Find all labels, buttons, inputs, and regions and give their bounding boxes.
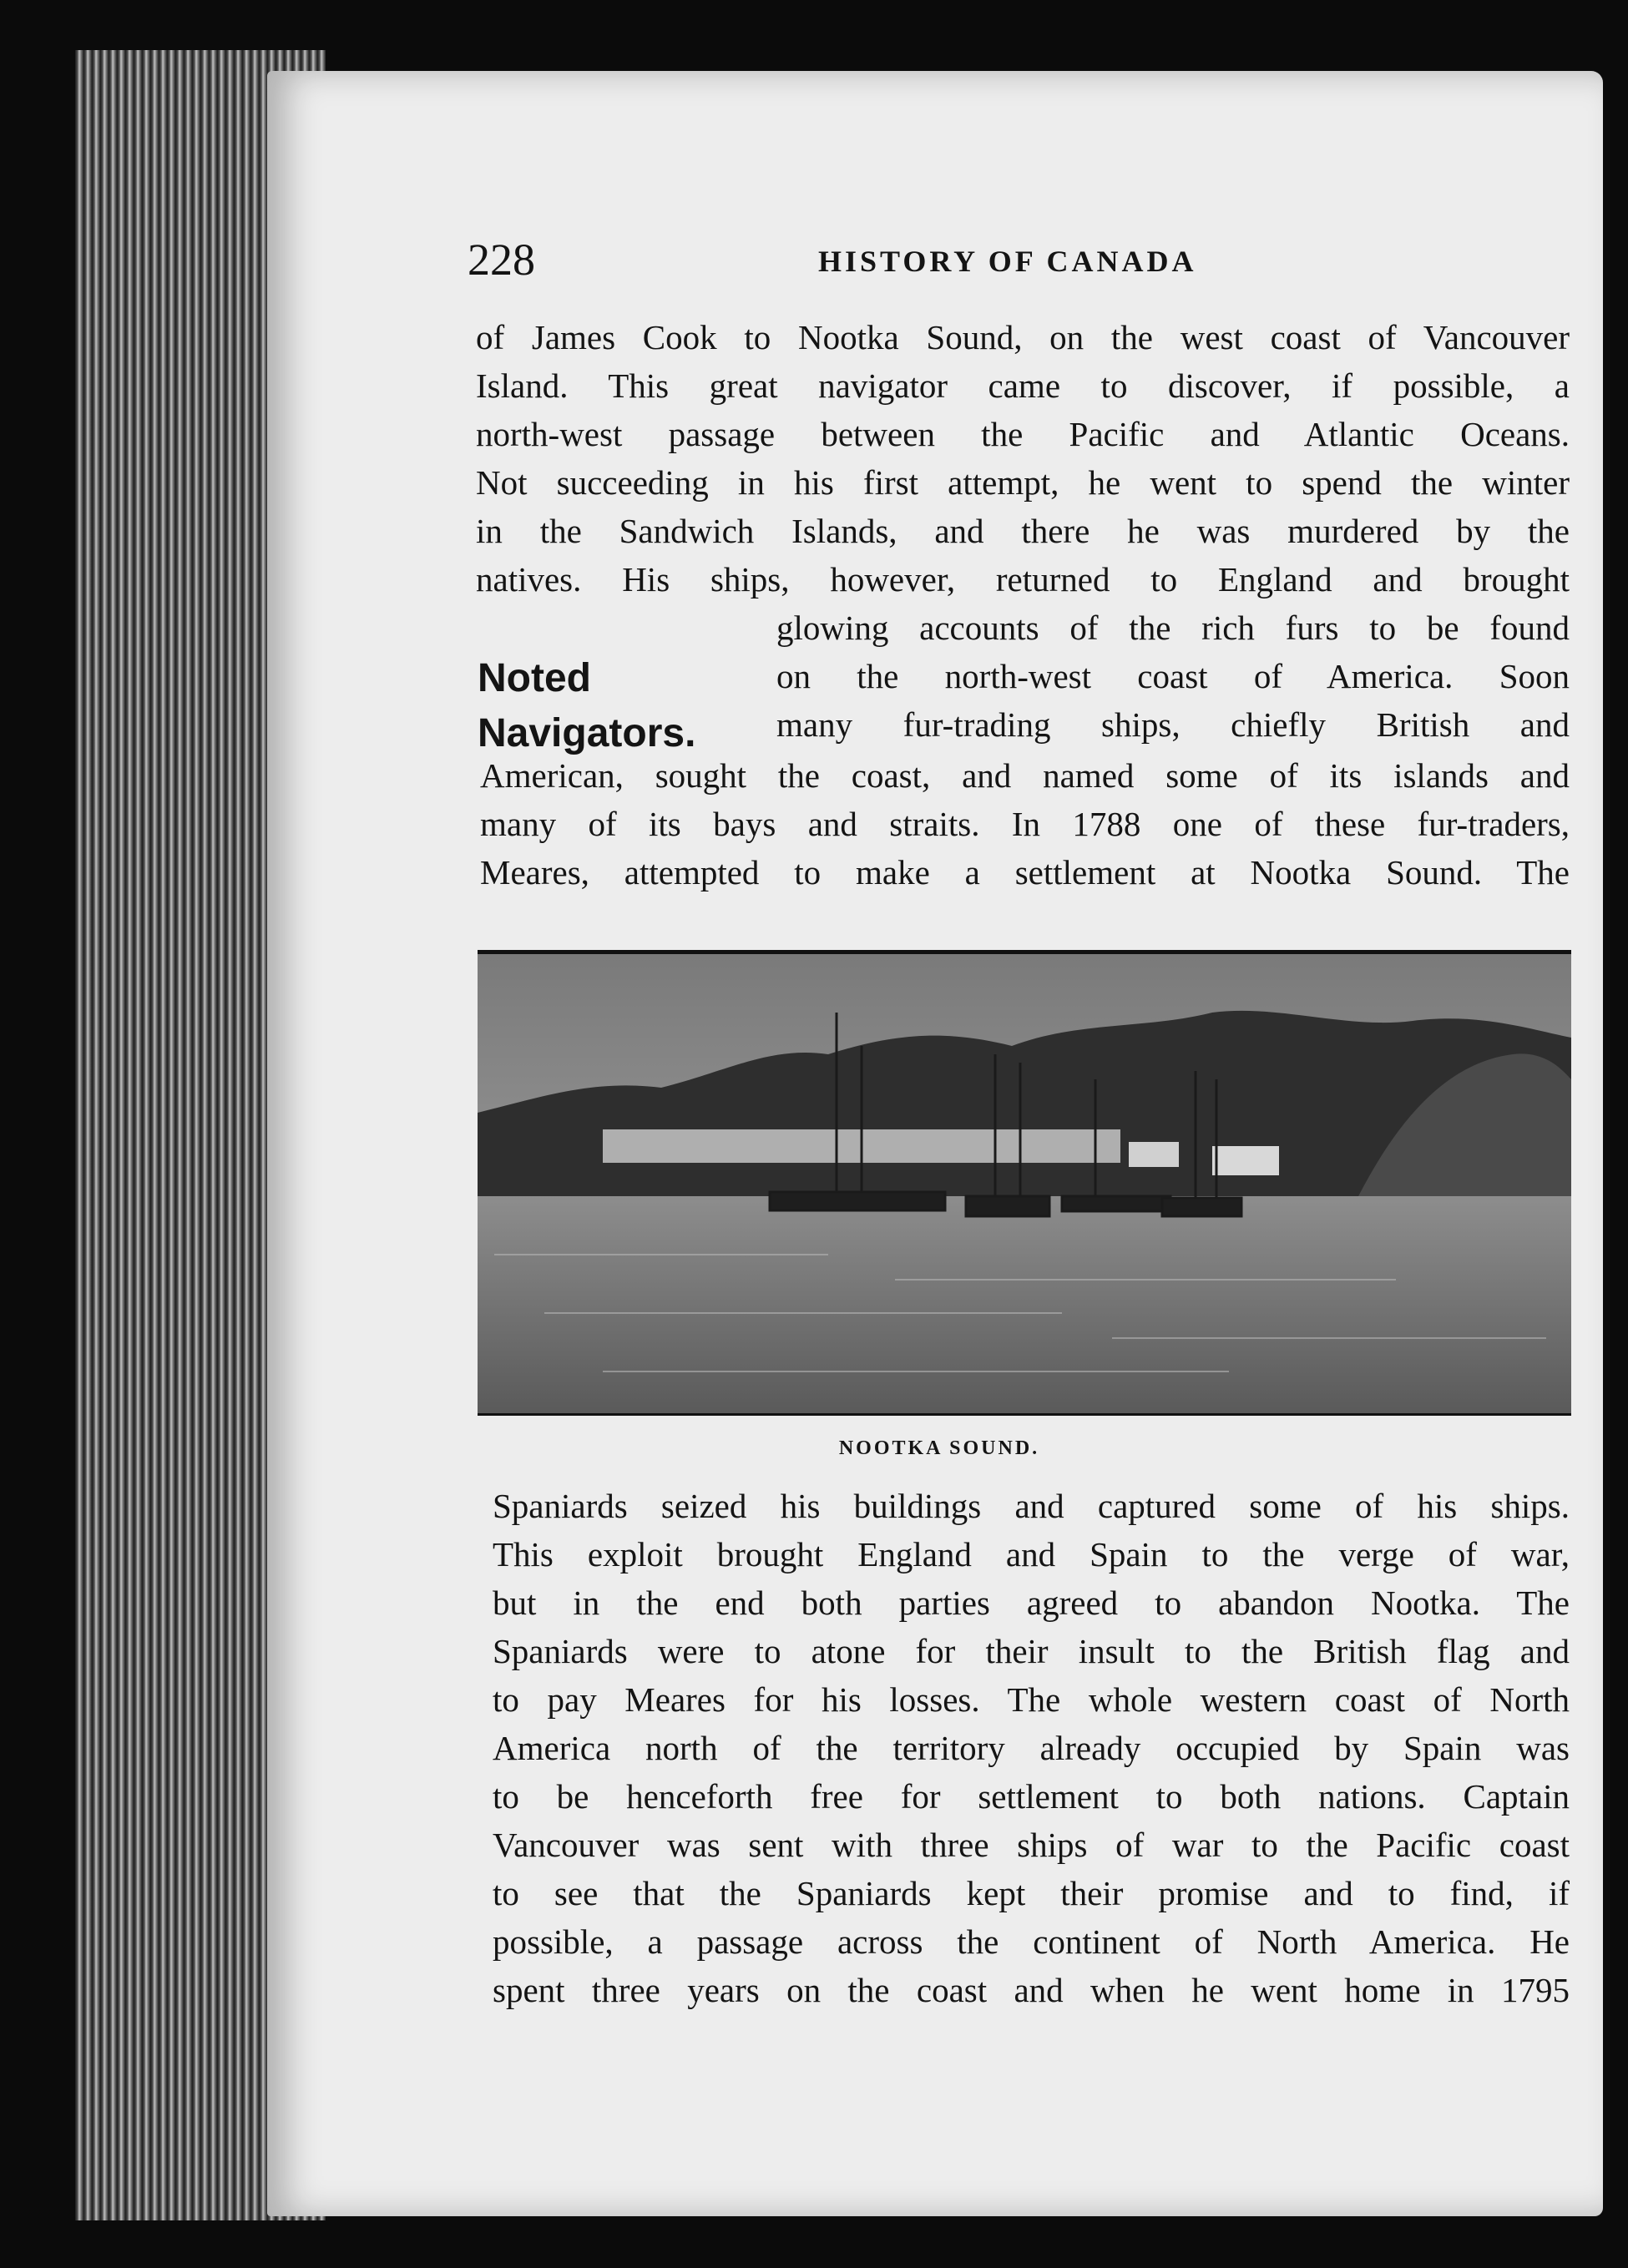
text-line: Not succeeding in his first attempt, he went to spend the winter	[476, 463, 1570, 502]
text-line: Spaniards were to atone for their insult to the British flag and	[493, 1632, 1570, 1670]
text-line: but in the end both parties agreed to abandon Nootka. The	[493, 1584, 1570, 1622]
text-line: American, sought the coast, and named some of its islands and	[480, 756, 1570, 795]
paragraph-1-top	[476, 313, 1570, 604]
paragraph-1-beside-heading	[776, 604, 1570, 749]
paragraph-1-end	[480, 751, 1570, 897]
text-line: of James Cook to Nootka Sound, on the west coast of Vancouver	[476, 318, 1570, 356]
nootka-sound-illustration	[478, 950, 1571, 1416]
running-head: HISTORY OF CANADA	[818, 245, 1197, 278]
text-line: This exploit brought England and Spain to the verge of war,	[493, 1535, 1570, 1573]
page-number: 228	[468, 235, 535, 285]
side-heading	[478, 651, 695, 761]
text-line: America north of the territory already occupied by Spain was	[493, 1729, 1570, 1767]
text-line: spent three years on the coast and when he went home in 1795	[493, 1971, 1570, 2009]
text-line: Meares, attempted to make a settlement at Nootka Sound. The	[480, 853, 1570, 892]
side-heading-line: Noted	[478, 656, 591, 700]
text-line: to pay Meares for his losses. The whole western coast of North	[493, 1680, 1570, 1719]
text-line: Spaniards seized his buildings and captured some of his ships.	[493, 1487, 1570, 1525]
text-line: Island. This great navigator came to discover, if possible, a	[476, 366, 1570, 405]
text-line: many fur-trading ships, chiefly British and	[776, 705, 1570, 744]
text-line: glowing accounts of the rich furs to be found	[776, 609, 1570, 647]
text-line: on the north-west coast of America. Soon	[776, 657, 1570, 695]
text-line: in the Sandwich Islands, and there he was murdered by the	[476, 512, 1570, 550]
text-line: Vancouver was sent with three ships of war to the Pacific coast	[493, 1826, 1570, 1864]
text-line: natives. His ships, however, returned to England and brought	[476, 560, 1570, 599]
text-line: north-west passage between the Pacific and Atlantic Oceans.	[476, 415, 1570, 453]
paragraph-2	[493, 1482, 1570, 2014]
text-line: to be henceforth free for settlement to both nations. Captain	[493, 1777, 1570, 1816]
figure-caption: NOOTKA SOUND.	[838, 1437, 1040, 1459]
side-heading-line: Navigators.	[478, 711, 696, 755]
text-line: to see that the Spaniards kept their promise and to find, if	[493, 1874, 1570, 1912]
text-line: possible, a passage across the continent of North America. He	[493, 1922, 1570, 1961]
text-line: many of its bays and straits. In 1788 one of these fur-traders,	[480, 805, 1570, 843]
page-header	[468, 234, 1570, 292]
